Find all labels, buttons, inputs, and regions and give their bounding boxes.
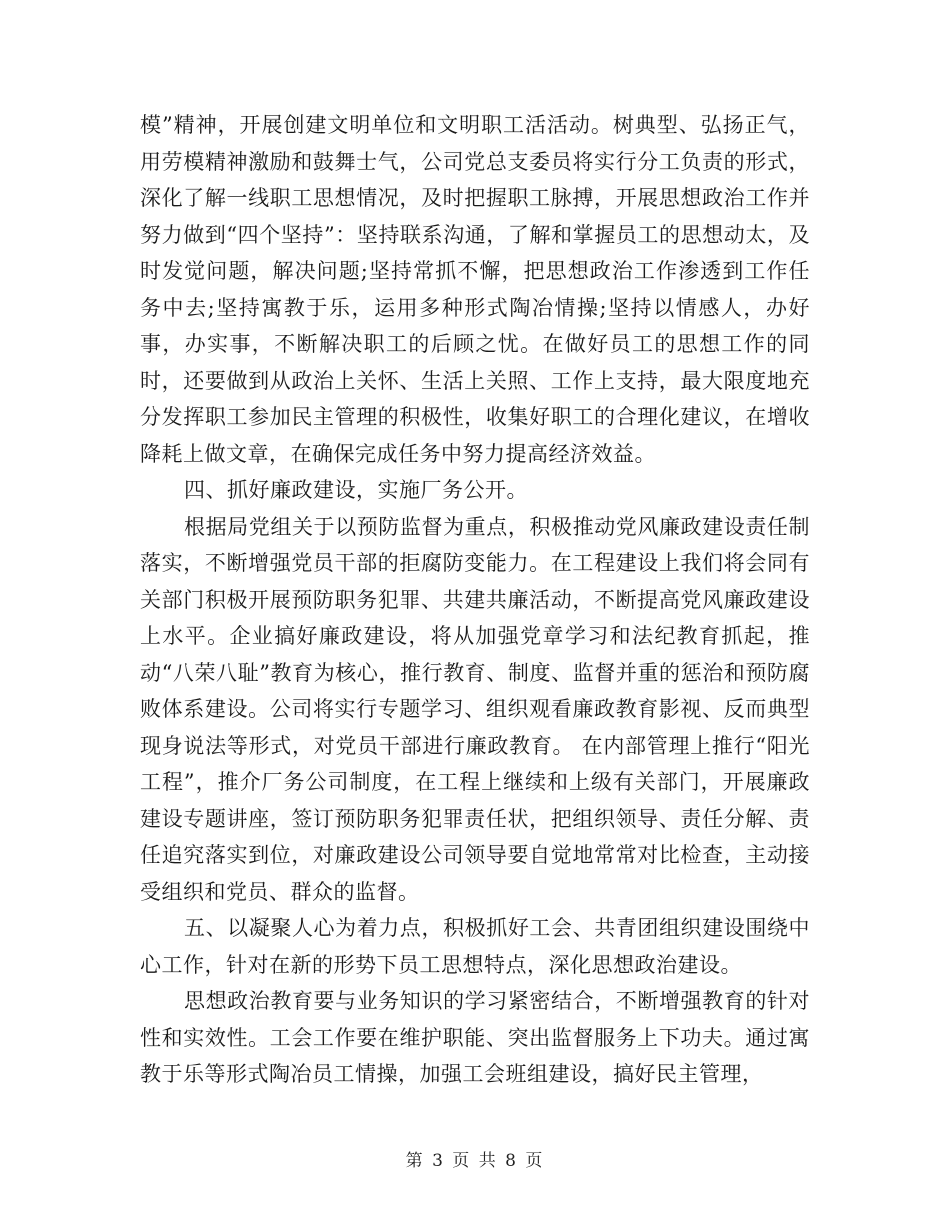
paragraph-anticorruption: 根据局党组关于以预防监督为重点，积极推动党风廉政建设责任制落实，不断增强党员干部的拒腐防变能力。在工程建设上我们将会同有关部门积极开展预防职务犯罪、共建共廉活动，不断提高党风廉政建设上水平。企业搞好廉政建设，将从加强党章学习和法纪教育抓起，推动“八荣八耻”教育为核心，推行教育、制度、监督并重的惩治和预防腐败体系建设。公司将实行专题学习、组织观看廉政教育影视、反而典型现身说法等形式，对党员干部进行廉政教育。 在内部管理上推行“阳光工程”，推介厂务公司制度，在工程上继续和上级有关部门，开展廉政建设专题讲座，签订预防职务犯罪责任状，把组织领导、责任分解、责任追究落实到位，对廉政建设公司领导要自觉地常常对比检查，主动接受组织和党员、群众的监督。 [140,514,810,904]
paragraph-ideological-education: 思想政治教育要与业务知识的学习紧密结合，不断增强教育的针对性和实效性。工会工作要在维护职能、突出监督服务上下功夫。通过寓教于乐等形式陶冶员工情操，加强工会班组建设，搞好民主管理， [140,989,810,1086]
section-heading-5: 五、以凝聚人心为着力点，积极抓好工会、共青团组织建设围绕中心工作，针对在新的形势下员工思想特点，深化思想政治建设。 [140,916,810,977]
paragraph-continuation: 模”精神，开展创建文明单位和文明职工活活动。树典型、弘扬正气，用劳模精神激励和鼓舞士气，公司党总支委员将实行分工负责的形式，深化了解一线职工思想情况，及时把握职工脉搏，开展思想政治工作并努力做到“四个坚持”：坚持联系沟通，了解和掌握员工的思想动太，及时发觉问题，解决问题;坚持常抓不懈，把思想政治工作渗透到工作任务中去;坚持寓教于乐，运用多种形式陶冶情操;坚持以情感人，办好事，办实事，不断解决职工的后顾之忧。在做好员工的思想工作的同时，还要做到从政治上关怀、生活上关照、工作上支持，最大限度地充分发挥职工参加民主管理的积极性，收集好职工的合理化建议，在增收降耗上做文章，在确保完成任务中努力提高经济效益。 [140,113,810,466]
section-heading-4: 四、抓好廉政建设，实施厂务公开。 [184,478,528,502]
document-body [140,107,810,1093]
page-number-footer: 第 3 页 共 8 页 [405,1151,545,1171]
